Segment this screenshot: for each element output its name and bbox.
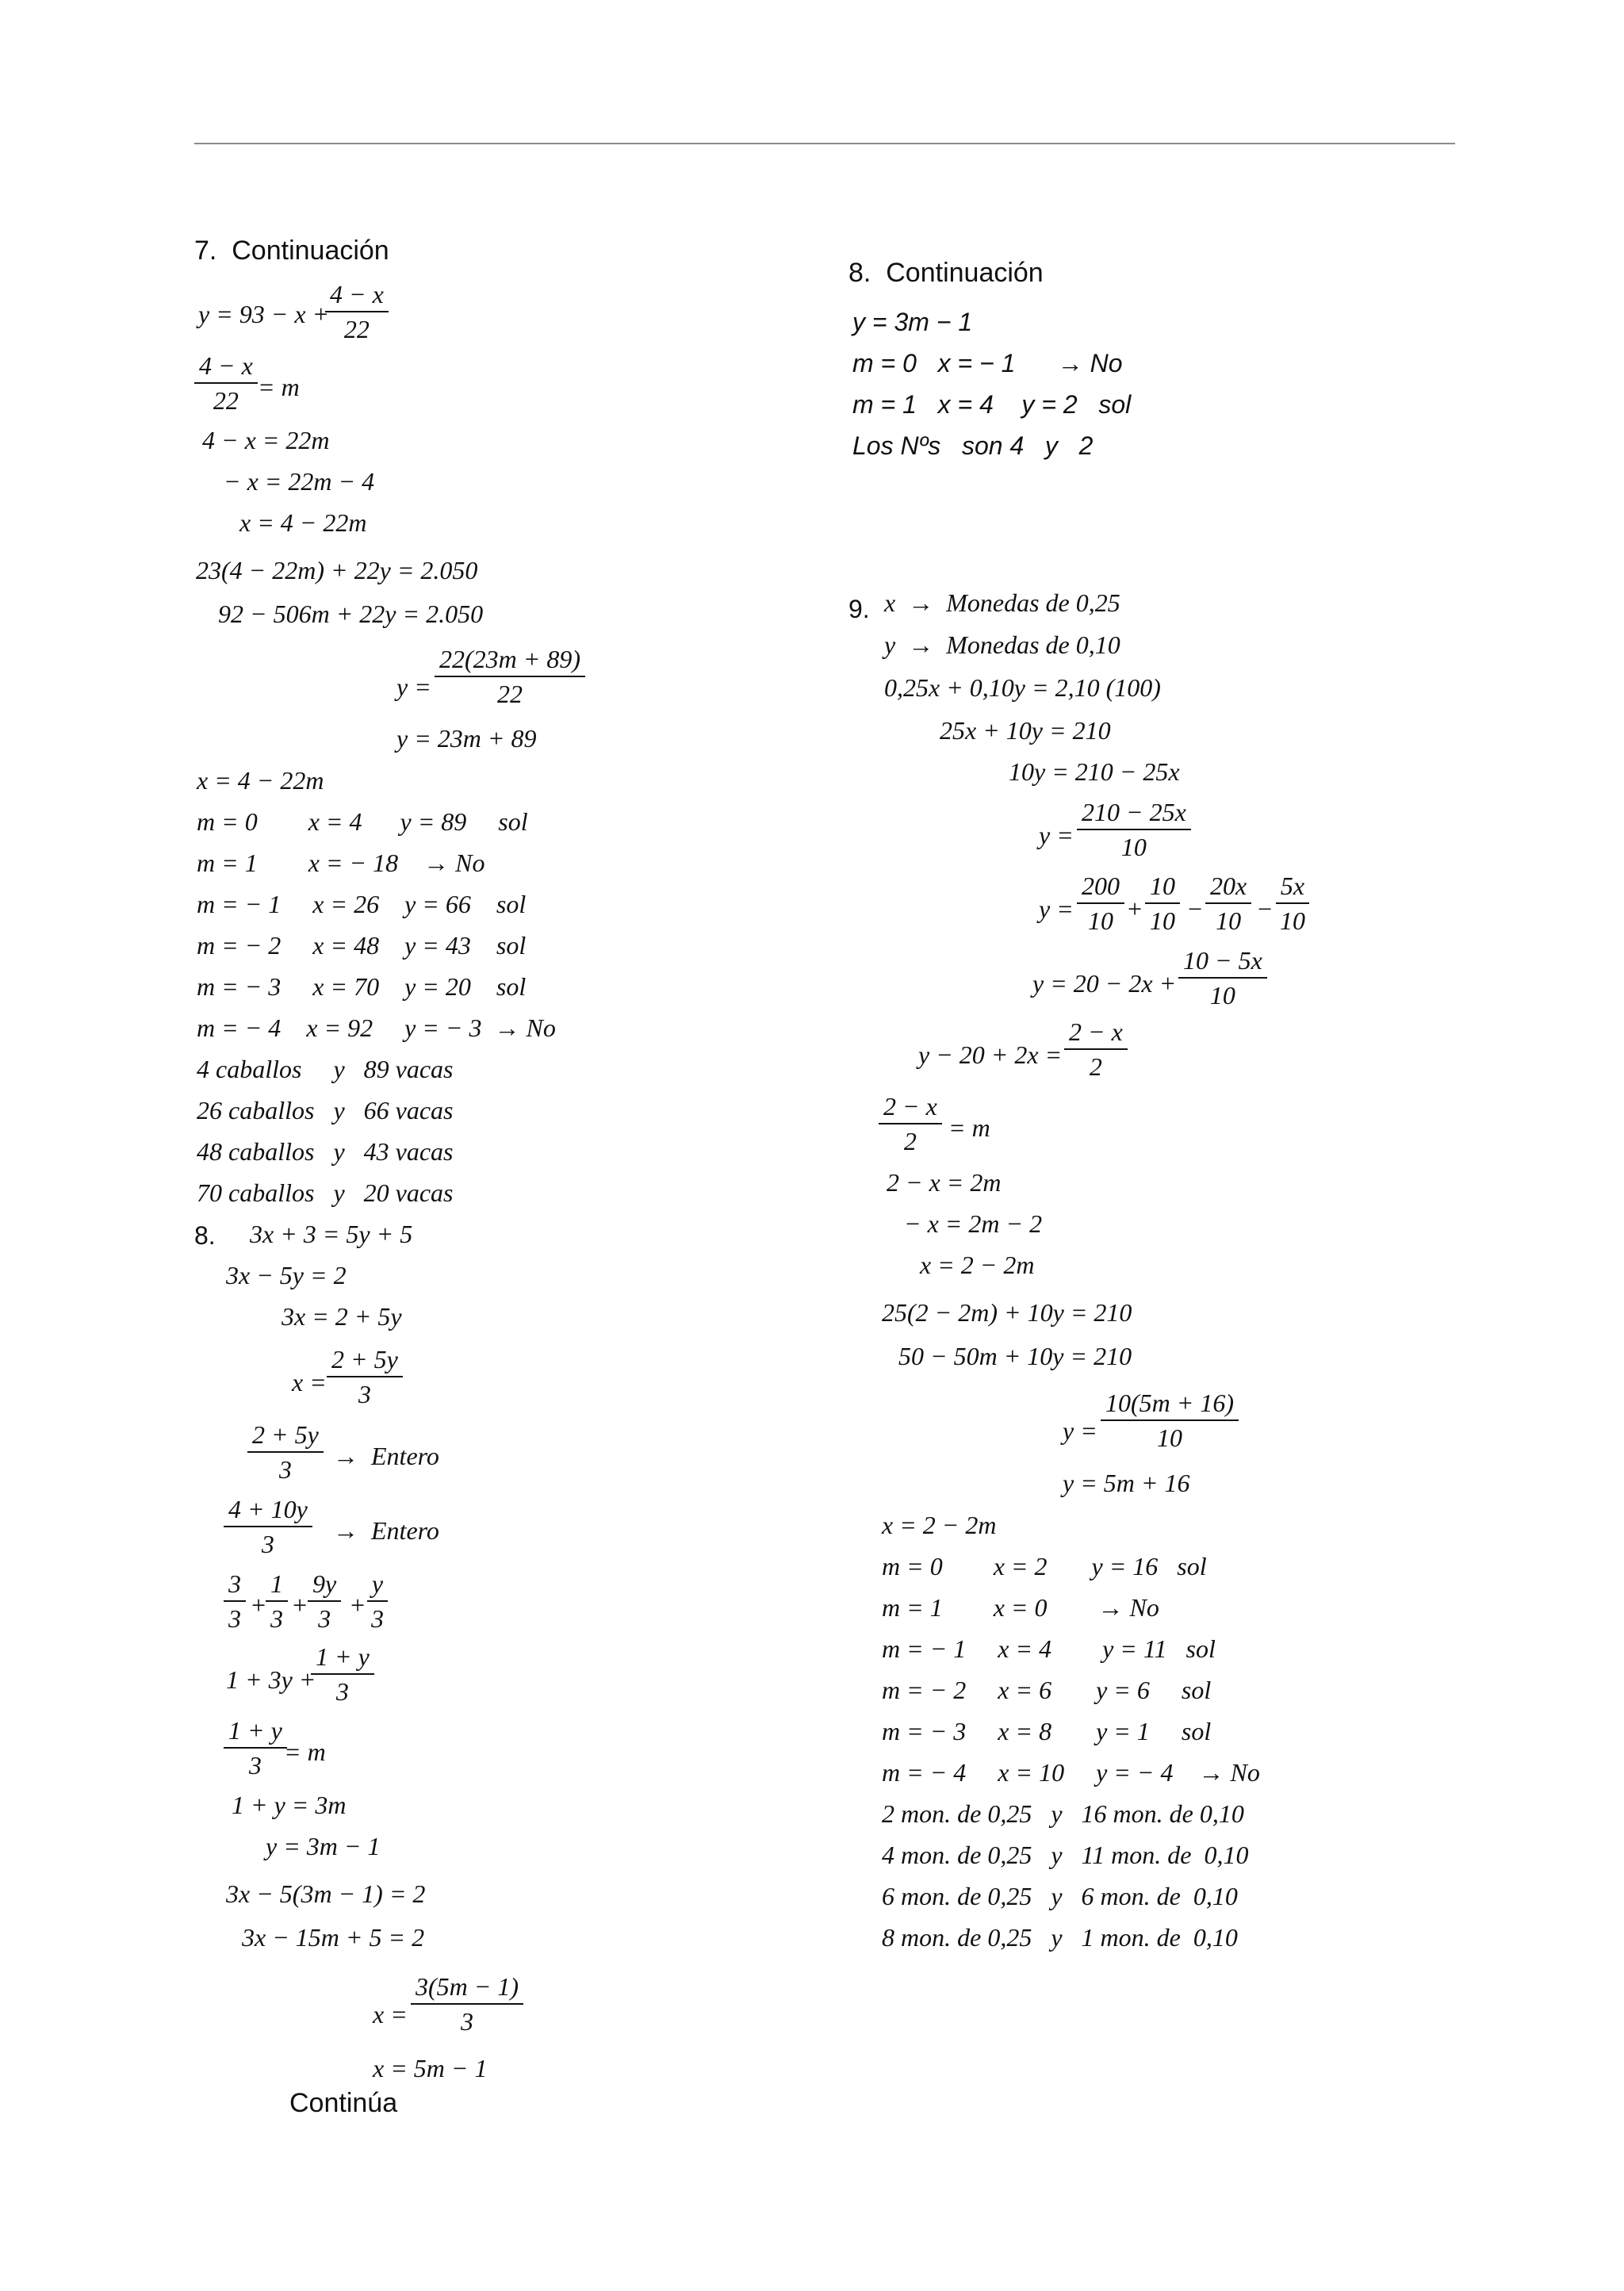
eq-line: 3x − 15m + 5 = 2 (242, 1923, 425, 1952)
eq-line: = m (948, 1113, 990, 1142)
minus-sign: − (1256, 895, 1274, 923)
eq-line: x = 2 − 2m (920, 1251, 1035, 1279)
solution-row: m = 0 x = 2 y = 16 sol (882, 1552, 1207, 1580)
fraction: $\frac{10 - 5x}{10}$ (1178, 945, 1267, 1010)
answer-row: 2 mon. de 0,25 y 16 mon. de 0,10 (882, 1799, 1244, 1828)
header-rule (194, 143, 1455, 144)
solution-row: m = − 2 x = 48 y = 43 sol (197, 931, 527, 960)
heading-7: 7. Continuación (194, 236, 389, 266)
eq-line: y = 3m − 1 (266, 1832, 381, 1860)
definition-line: y → Monedas de 0,10 (884, 630, 1120, 659)
eq-line: x = 5m − 1 (373, 2054, 488, 2082)
eq-line: 23(4 − 22m) + 22y = 2.050 (196, 556, 478, 584)
solution-row: m = − 2 x = 6 y = 6 sol (882, 1676, 1212, 1704)
eq-line: y = (1039, 821, 1074, 849)
problem-number-9: 9. (848, 595, 870, 623)
solution-row: m = 1 x = − 18 → No (197, 849, 485, 877)
eq-line: 3x + 3 = 5y + 5 (250, 1220, 413, 1248)
solution-row: m = 1 x = 4 y = 2 sol (852, 390, 1132, 419)
minus-sign: − (1186, 895, 1204, 923)
solution-row: m = − 4 x = 10 y = − 4 → No (882, 1758, 1260, 1787)
eq-line: 50 − 50m + 10y = 210 (898, 1342, 1132, 1370)
eq-line: y = 20 − 2x + (1032, 969, 1177, 998)
eq-line: − x = 22m − 4 (224, 467, 375, 496)
definition-line: x → Monedas de 0,25 (884, 588, 1120, 617)
fraction: $\frac{1 + y}{3}$ (311, 1642, 374, 1707)
eq-line: y = 93 − x + (198, 300, 330, 328)
solution-row: m = − 3 x = 8 y = 1 sol (882, 1717, 1212, 1745)
eq-line: 3x − 5(3m − 1) = 2 (226, 1879, 426, 1908)
heading-8: 8. Continuación (848, 258, 1044, 288)
fraction: $\frac{3}{3}$ (224, 1569, 246, 1634)
fraction: $\frac{1 + y}{3}$ (224, 1715, 287, 1780)
plus-sign: + (349, 1591, 366, 1619)
plus-sign: + (291, 1591, 308, 1619)
fraction: $\frac{10}{10}$ (1145, 871, 1180, 936)
eq-line: y = (1063, 1416, 1097, 1445)
answer-row: 70 caballos y 20 vacas (197, 1178, 454, 1207)
eq-line: 25(2 − 2m) + 10y = 210 (882, 1298, 1132, 1327)
fraction: $\frac{4 - x}{22}$ (194, 351, 258, 416)
continues-label: Continúa (289, 2088, 398, 2118)
solution-row: m = − 4 x = 92 y = − 3 → No (197, 1013, 556, 1042)
eq-line: y = 23m + 89 (396, 724, 537, 753)
eq-line: 92 − 506m + 22y = 2.050 (218, 600, 484, 628)
eq-line: y = 5m + 16 (1063, 1469, 1190, 1497)
solution-row: m = 0 x = 4 y = 89 sol (197, 807, 528, 836)
eq-line: y = 3m − 1 (852, 308, 973, 336)
eq-line: x = (292, 1368, 327, 1396)
eq-line: y = (396, 672, 431, 701)
fraction: $\frac{4 - x}{22}$ (325, 279, 389, 344)
plus-sign: + (1126, 895, 1143, 923)
fraction: $\frac{y}{3}$ (366, 1569, 389, 1634)
answer-row: 48 caballos y 43 vacas (197, 1137, 454, 1166)
fraction: $\frac{2 - x}{2}$ (879, 1091, 942, 1156)
fraction: $\frac{2 - x}{2}$ (1064, 1017, 1128, 1082)
fraction: $\frac{10(5m + 16)}{10}$ (1101, 1388, 1239, 1453)
answer-row: 6 mon. de 0,25 y 6 mon. de 0,10 (882, 1882, 1238, 1910)
fraction: $\frac{2 + 5y}{3}$ (247, 1419, 324, 1485)
fraction: $\frac{4 + 10y}{3}$ (224, 1494, 312, 1559)
eq-line: 3x − 5y = 2 (226, 1261, 347, 1289)
eq-line: 1 + 3y + (226, 1665, 316, 1694)
eq-line: x = 4 − 22m (239, 508, 367, 537)
plus-sign: + (250, 1591, 267, 1619)
eq-line: x = 4 − 22m (197, 766, 324, 795)
eq-line: 2 − x = 2m (887, 1168, 1002, 1197)
eq-line: → Entero (333, 1516, 439, 1545)
eq-line: 0,25x + 0,10y = 2,10 (100) (884, 673, 1161, 702)
eq-line: 10y = 210 − 25x (1009, 757, 1180, 786)
problem-number-8: 8. (194, 1221, 216, 1250)
eq-line: = m (284, 1737, 326, 1766)
solution-row: m = − 3 x = 70 y = 20 sol (197, 972, 527, 1001)
fraction: $\frac{5x}{10}$ (1275, 871, 1310, 936)
answer-row: 8 mon. de 0,25 y 1 mon. de 0,10 (882, 1923, 1238, 1952)
fraction: $\frac{20x}{10}$ (1205, 871, 1251, 936)
fraction: $\frac{210 - 25x}{10}$ (1077, 797, 1191, 862)
fraction: $\frac{2 + 5y}{3}$ (327, 1344, 403, 1409)
fraction: $\frac{9y}{3}$ (308, 1569, 341, 1634)
fraction: $\frac{200}{10}$ (1077, 871, 1124, 936)
solution-row: m = − 1 x = 4 y = 11 sol (882, 1634, 1216, 1663)
eq-line: 4 − x = 22m (202, 426, 330, 454)
solution-row: m = 1 x = 0 → No (882, 1593, 1159, 1622)
fraction: $\frac{22(23m + 89)}{22}$ (435, 644, 585, 709)
eq-line: − x = 2m − 2 (904, 1209, 1043, 1238)
solution-row: m = 0 x = − 1 → No (852, 349, 1123, 377)
fraction: $\frac{1}{3}$ (266, 1569, 288, 1634)
solution-row: m = − 1 x = 26 y = 66 sol (197, 890, 527, 918)
answer-row: 4 mon. de 0,25 y 11 mon. de 0,10 (882, 1841, 1249, 1869)
eq-line: x = 2 − 2m (882, 1511, 997, 1539)
eq-line: → Entero (333, 1442, 439, 1470)
eq-line: 25x + 10y = 210 (940, 716, 1111, 745)
eq-line: 3x = 2 + 5y (282, 1302, 402, 1331)
eq-line: 1 + y = 3m (232, 1791, 347, 1819)
answer-row: 26 caballos y 66 vacas (197, 1096, 454, 1124)
eq-line: y = (1039, 895, 1074, 923)
eq-line: = m (258, 373, 300, 401)
answer-row: Los Nºs son 4 y 2 (852, 431, 1094, 460)
eq-line: x = (373, 2000, 408, 2029)
answer-row: 4 caballos y 89 vacas (197, 1055, 454, 1083)
fraction: $\frac{3(5m - 1)}{3}$ (411, 1971, 523, 2036)
eq-line: y − 20 + 2x = (918, 1040, 1063, 1069)
